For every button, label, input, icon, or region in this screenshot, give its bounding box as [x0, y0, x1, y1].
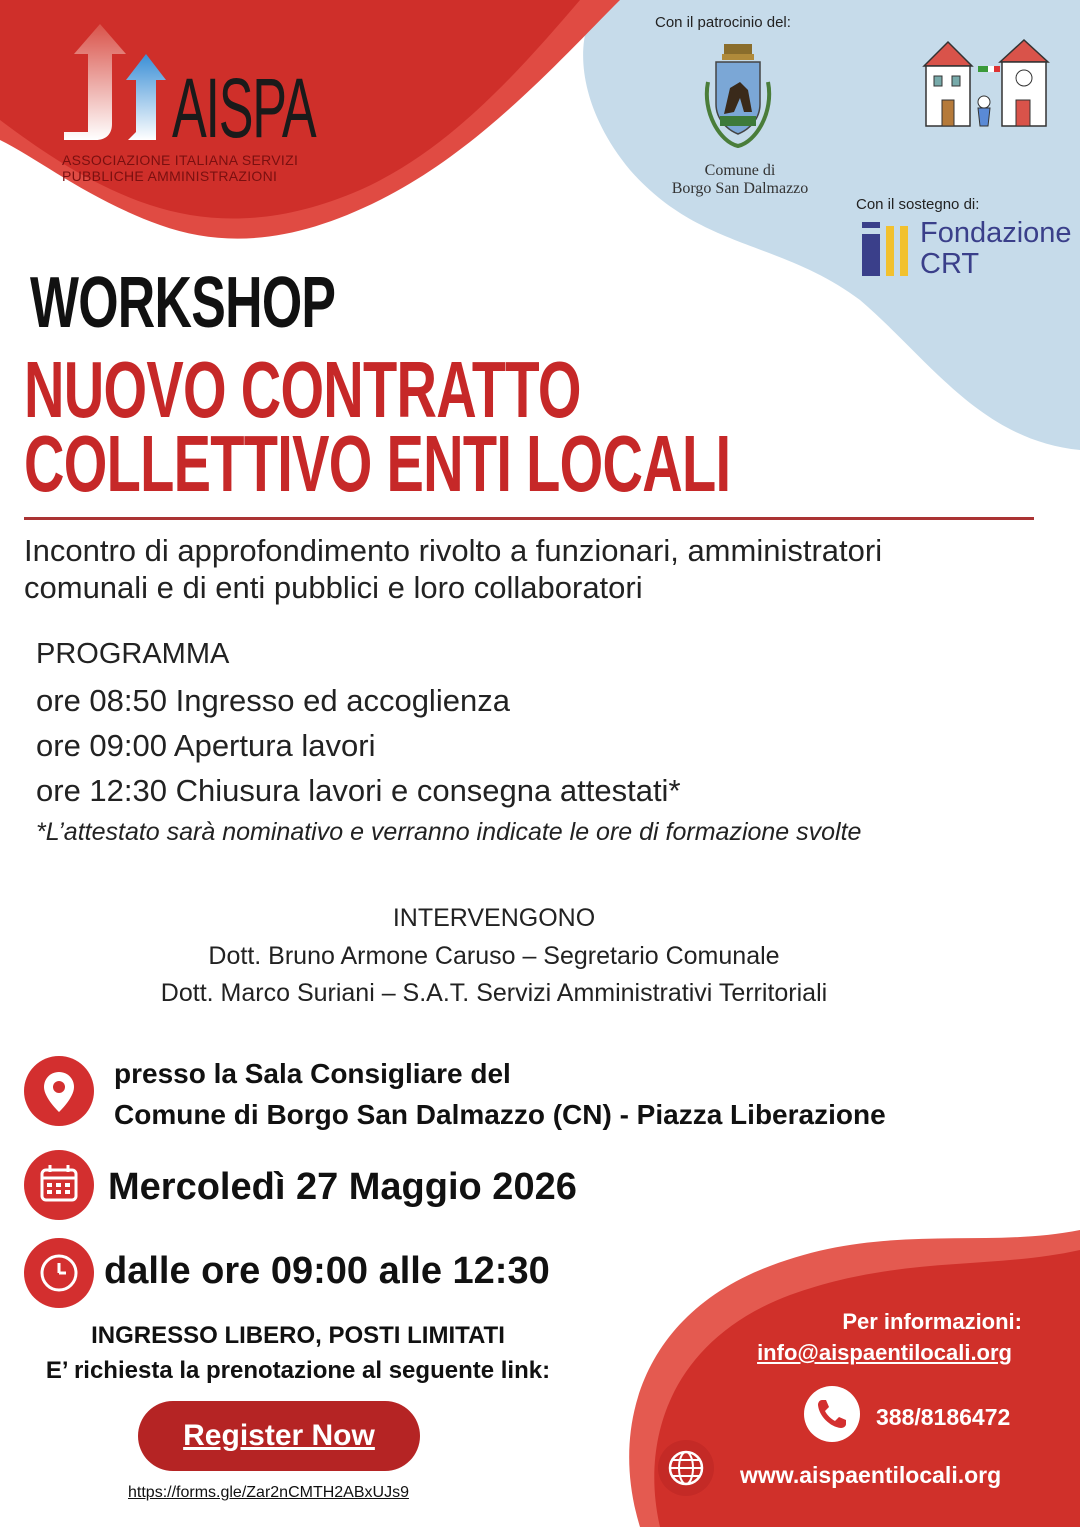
contact-website-link[interactable]: www.aispaentilocali.org [740, 1462, 1002, 1488]
intro-line2: comunali e di enti pubblici e loro collaboratori [24, 570, 643, 605]
aispa-arrows-icon [62, 24, 174, 146]
register-now-button[interactable]: Register Now [138, 1401, 420, 1471]
comune-crest-icon [700, 42, 776, 154]
comune-line1: Comune di [704, 162, 776, 179]
contact-email-link[interactable]: info@aispaentilocali.org [757, 1340, 1012, 1365]
speaker-item: Dott. Bruno Armone Caruso – Segretario Comunale [208, 942, 780, 970]
aispa-subtitle-line2: PUBBLICHE AMMINISTRAZIONI [62, 168, 278, 184]
calendar-icon [24, 1150, 94, 1220]
title-line2: COLLETTIVO ENTI LOCALI [24, 419, 731, 508]
globe-icon [658, 1440, 714, 1496]
aispa-subtitle-line1: ASSOCIAZIONE ITALIANA SERVIZI [62, 152, 299, 168]
program-item: ore 09:00 Apertura lavori [36, 728, 376, 763]
free-entry-text: INGRESSO LIBERO, POSTI LIMITATI [91, 1322, 505, 1349]
support-label: Con il sostegno di: [856, 196, 980, 213]
phone-badge [804, 1386, 860, 1442]
location-line2: Comune di Borgo San Dalmazzo (CN) - Piazza Liberazione [114, 1099, 886, 1130]
fondazione-crt-name [920, 218, 1072, 280]
booking-required-text: E’ richiesta la prenotazione al seguente link: [45, 1357, 551, 1384]
registration-link[interactable]: https://forms.gle/Zar2nCMTH2ABxUJs9 [128, 1484, 409, 1501]
event-date: Mercoledì 27 Maggio 2026 [108, 1166, 577, 1208]
location-badge [24, 1056, 94, 1126]
event-time: dalle ore 09:00 alle 12:30 [104, 1250, 550, 1292]
workshop-kicker: WORKSHOP [30, 263, 336, 343]
phone-icon [804, 1386, 860, 1442]
aispa-wordmark: AISPA [172, 61, 316, 155]
comune-line2: Borgo San Dalmazzo [671, 180, 809, 197]
intro-line1: Incontro di approfondimento rivolto a funzionari, amministratori [24, 533, 883, 568]
comune-label [640, 162, 840, 198]
fondazione-crt-icon [862, 222, 914, 276]
fondazione-line2: CRT [920, 248, 980, 280]
date-badge [24, 1150, 94, 1220]
location-pin-icon [24, 1056, 94, 1126]
speakers-heading: INTERVENGONO [392, 904, 596, 932]
globe-badge [658, 1440, 714, 1496]
time-badge [24, 1238, 94, 1308]
certificate-note: *L’attestato sarà nominativo e verranno indicate le ore di formazione svolte [36, 818, 862, 846]
program-item: ore 08:50 Ingresso ed accoglienza [36, 683, 510, 718]
clock-icon [24, 1238, 94, 1308]
speaker-item: Dott. Marco Suriani – S.A.T. Servizi Amministrativi Territoriali [160, 979, 828, 1007]
program-item: ore 12:30 Chiusura lavori e consegna attestati* [36, 773, 681, 808]
title-line1: NUOVO CONTRATTO [24, 345, 581, 434]
fondazione-line1: Fondazione [920, 217, 1072, 249]
patronage-label: Con il patrocinio del: [655, 14, 791, 31]
program-heading: PROGRAMMA [36, 638, 230, 670]
location-line1: presso la Sala Consigliare del [114, 1058, 511, 1089]
contacts-heading: Per informazioni: [842, 1309, 1022, 1334]
intro-text [24, 532, 1064, 606]
title-divider [24, 517, 1034, 520]
contact-phone: 388/8186472 [876, 1404, 1011, 1430]
municipio-buildings-icon [918, 36, 1054, 130]
